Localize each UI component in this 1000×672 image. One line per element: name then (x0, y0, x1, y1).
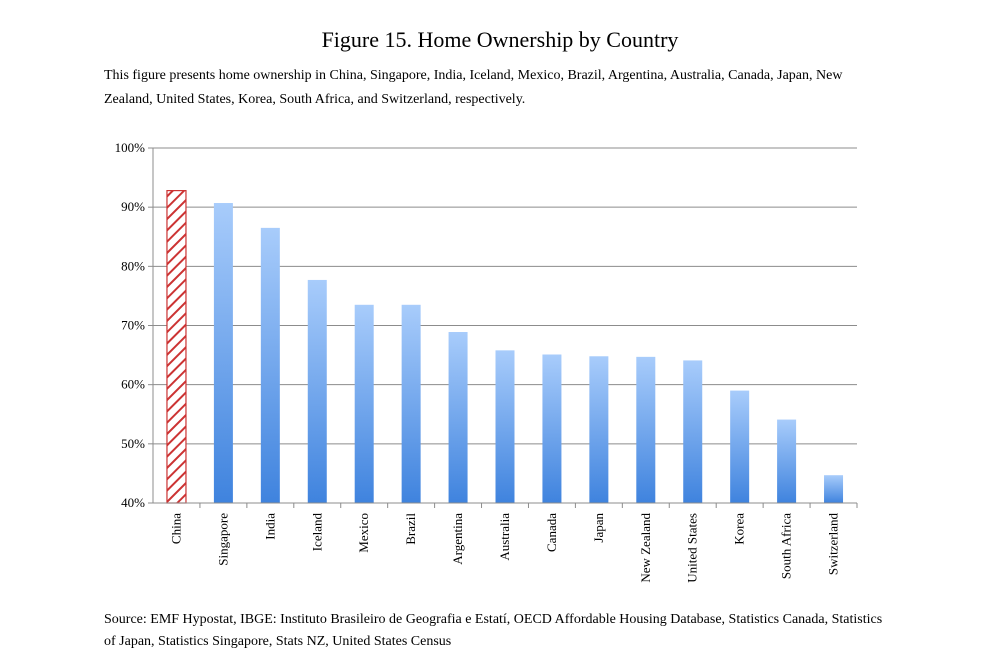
bar-singapore (214, 203, 233, 503)
y-tick-label: 60% (121, 376, 145, 392)
figure-title: Figure 15. Home Ownership by Country (321, 27, 679, 52)
x-tick-label: Iceland (309, 513, 325, 552)
figure-description: This figure presents home ownership in China, Singapore, India, Iceland, Mexico, Brazil, Argentina, Australia, Canada, Japan, New Zealand, United States, Korea, South Africa, and Switzerland, respectively. (104, 68, 843, 107)
y-tick-label: 70% (121, 317, 145, 333)
x-tick-label: Argentina (450, 513, 466, 565)
bar-china (167, 191, 186, 503)
y-tick-label: 100% (114, 140, 145, 155)
bar-argentina (449, 332, 468, 503)
figure-source: Source: EMF Hypostat, IBGE: Instituto Brasileiro de Geografia e Estatí, OECD Affordable Housing Database, Statistics Canada, Statistics of Japan, Statistics Singapore, Stats NZ, United States Census (104, 612, 883, 649)
y-tick-label: 80% (121, 258, 145, 274)
x-tick-label: Singapore (215, 513, 231, 566)
bar-canada (542, 354, 561, 503)
y-tick-label: 50% (121, 435, 145, 451)
bar-brazil (402, 305, 421, 503)
bar-new-zealand (636, 357, 655, 503)
x-tick-label: China (168, 513, 184, 545)
x-tick-label: Switzerland (825, 513, 841, 576)
x-tick-label: Canada (543, 513, 559, 552)
bar-united-states (683, 360, 702, 503)
bar-mexico (355, 305, 374, 503)
x-tick-label: India (262, 513, 278, 540)
bar-korea (730, 391, 749, 503)
bar-iceland (308, 280, 327, 503)
bar-australia (496, 350, 515, 503)
bar-switzerland (824, 475, 843, 503)
bar-japan (589, 356, 608, 503)
x-tick-label: Mexico (356, 513, 372, 553)
x-tick-label: Korea (731, 513, 747, 545)
x-tick-label: United States (684, 513, 700, 583)
x-tick-label: Japan (590, 513, 606, 543)
x-tick-label: Brazil (403, 513, 419, 545)
x-tick-label: South Africa (778, 513, 794, 580)
x-tick-label: Australia (497, 513, 512, 561)
y-tick-label: 40% (121, 495, 145, 510)
bar-india (261, 228, 280, 503)
y-tick-label: 90% (121, 199, 145, 215)
bar-south-africa (777, 420, 796, 503)
x-tick-label: New Zealand (637, 513, 653, 583)
